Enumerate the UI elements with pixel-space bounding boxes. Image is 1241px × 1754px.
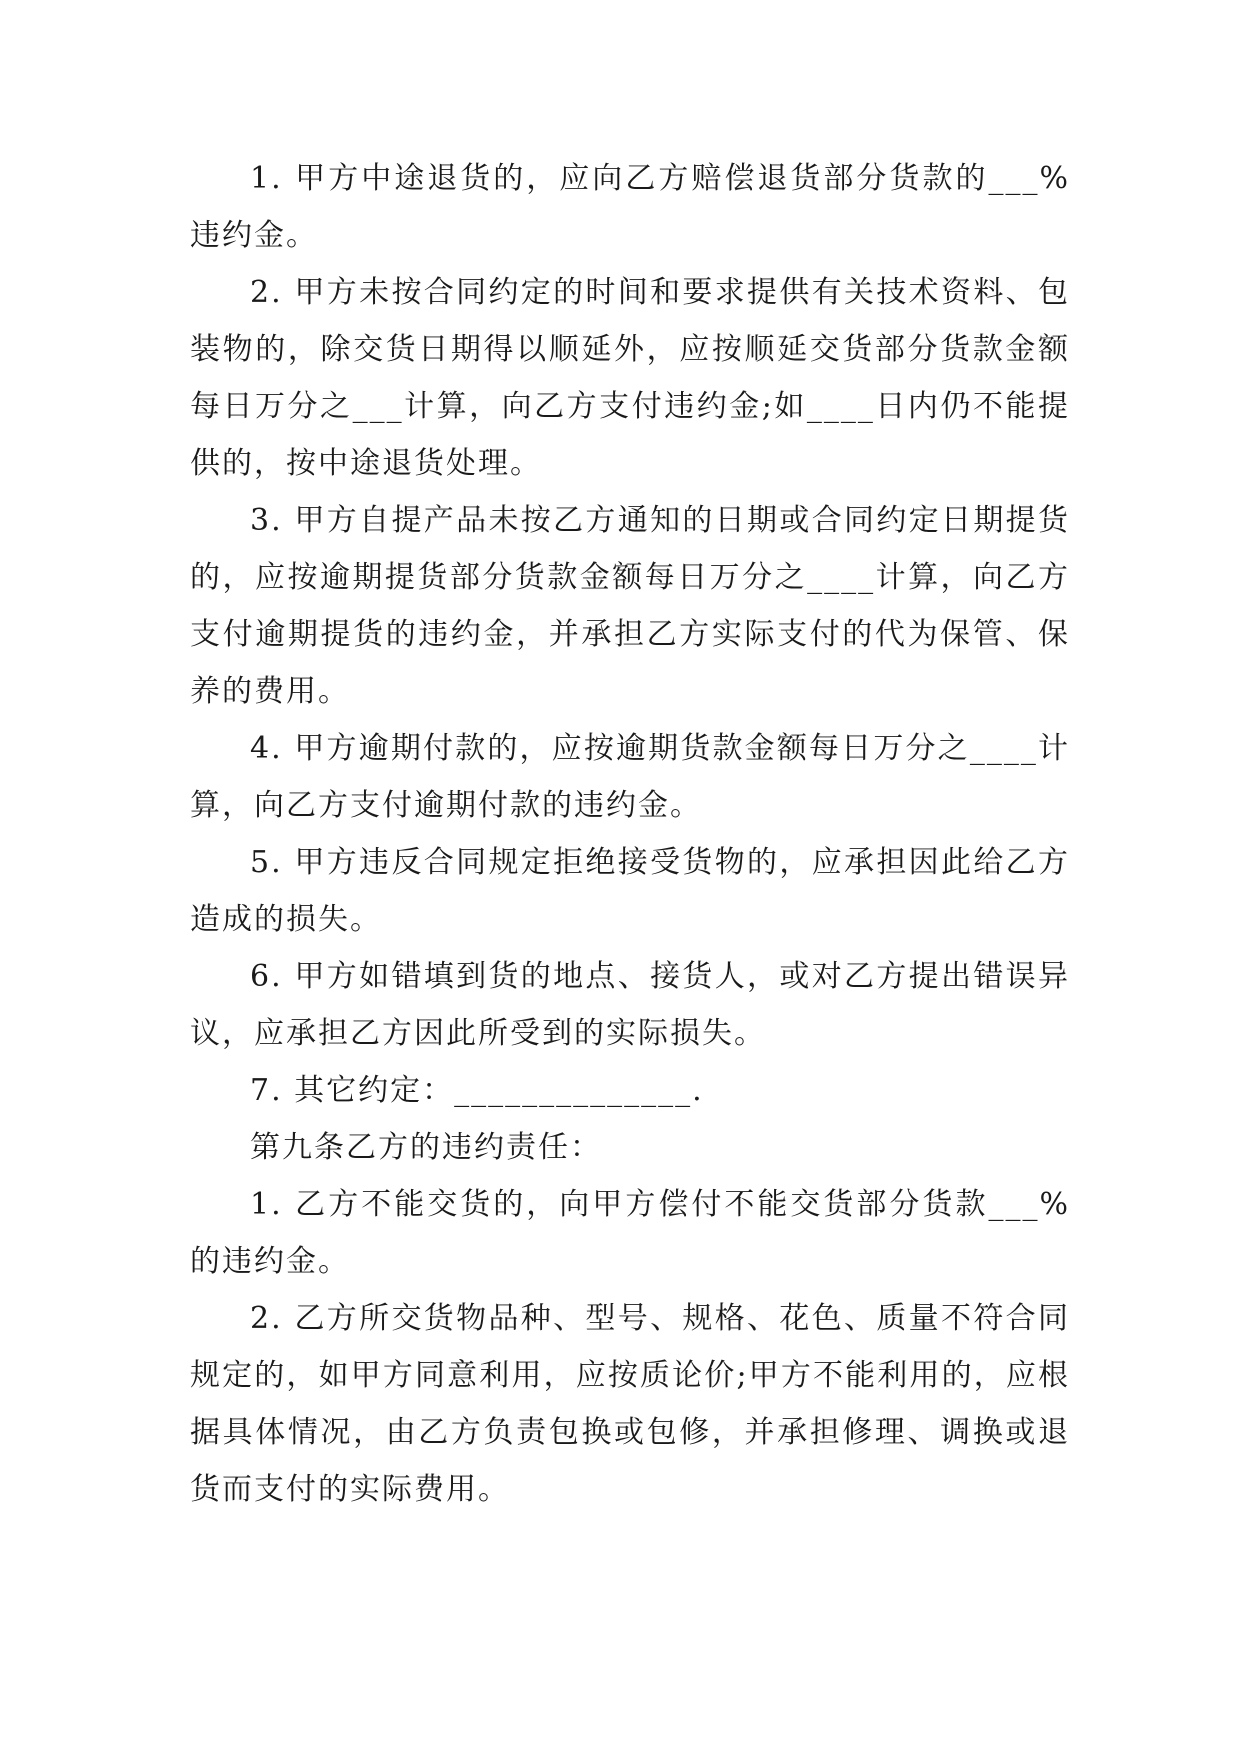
paragraph-clause-5: 5. 甲方违反合同规定拒绝接受货物的，应承担因此给乙方造成的损失。 [190,845,1070,937]
paragraph-clause-2: 2. 甲方未按合同约定的时间和要求提供有关技术资料、包装物的，除交货日期得以顺延外，应按顺延交货部分货款金额每日万分之___计算，向乙方支付违约金;如____日内仍不能提供的，按中途退货处理。 [190,275,1070,481]
document-body [190,150,1070,1518]
paragraph-seller-clause-1: 1. 乙方不能交货的，向甲方偿付不能交货部分货款___%的违约金。 [190,1187,1070,1279]
paragraph-clause-1: 1. 甲方中途退货的，应向乙方赔偿退货部分货款的___%违约金。 [190,161,1070,253]
paragraph-seller-clause-2: 2. 乙方所交货物品种、型号、规格、花色、质量不符合同规定的，如甲方同意利用，应按质论价;甲方不能利用的，应根据具体情况，由乙方负责包换或包修，并承担修理、调换或退货而支付的实际费用。 [190,1301,1070,1507]
paragraph-clause-4: 4. 甲方逾期付款的，应按逾期货款金额每日万分之____计算，向乙方支付逾期付款的违约金。 [190,731,1070,823]
paragraph-clause-7: 7. 其它约定：______________. [250,1073,704,1108]
paragraph-clause-6: 6. 甲方如错填到货的地点、接货人，或对乙方提出错误异议，应承担乙方因此所受到的实际损失。 [190,959,1070,1051]
section-heading-article-9: 第九条乙方的违约责任： [250,1130,602,1165]
paragraph-clause-3: 3. 甲方自提产品未按乙方通知的日期或合同约定日期提货的，应按逾期提货部分货款金额每日万分之____计算，向乙方支付逾期提货的违约金，并承担乙方实际支付的代为保管、保养的费用。 [190,503,1070,709]
